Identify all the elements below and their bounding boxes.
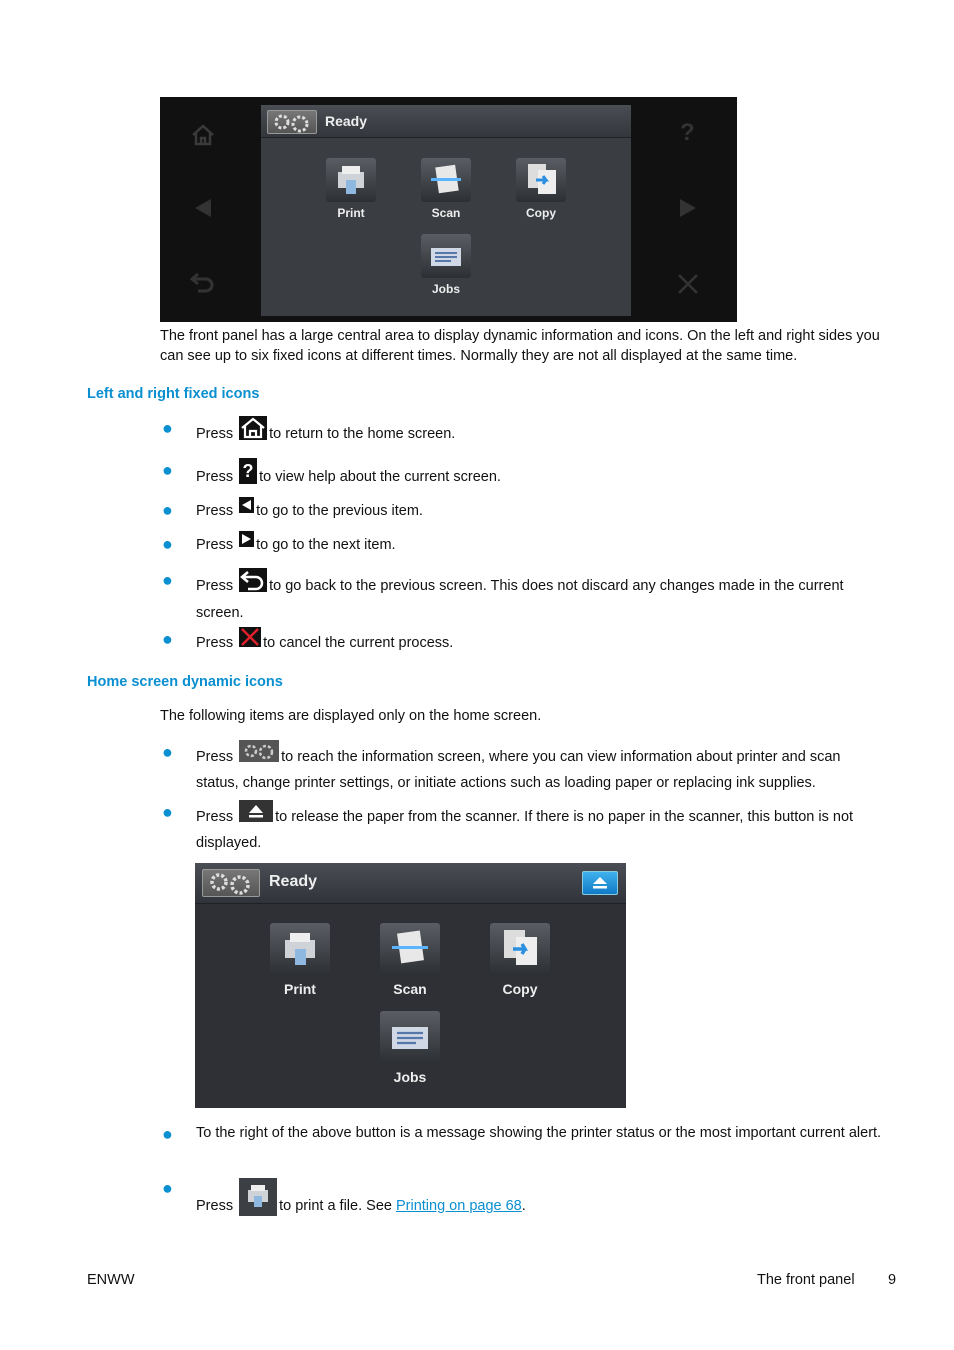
print-app-button[interactable] — [324, 158, 378, 220]
item-text: Press — [196, 634, 234, 651]
item-text: Press — [196, 748, 234, 765]
bullet: ● — [162, 418, 173, 438]
item-text: Press — [196, 536, 234, 553]
item-text: to view help about the current screen. — [259, 468, 501, 485]
home-icon — [239, 416, 267, 448]
item-text: to return to the home screen. — [269, 425, 456, 442]
page-number: 9 — [888, 1272, 897, 1288]
footer-section-title: The front panel — [757, 1272, 855, 1288]
status-gear-button[interactable] — [202, 869, 260, 897]
status-bar — [195, 863, 626, 904]
print-app-button[interactable] — [269, 923, 331, 997]
next-arrow-icon[interactable] — [678, 197, 698, 226]
status-bar — [261, 105, 631, 138]
bullet: ● — [162, 460, 173, 480]
eject-icon — [583, 872, 617, 894]
list-item — [196, 629, 886, 657]
previous-arrow-icon — [239, 497, 254, 521]
cancel-icon[interactable] — [677, 273, 699, 302]
jobs-label: Jobs — [393, 1069, 427, 1085]
status-text: Ready — [269, 873, 318, 890]
bullet: ● — [162, 1124, 173, 1144]
section-heading-dynamic-icons: Home screen dynamic icons — [87, 674, 283, 690]
printer-icon — [239, 1178, 277, 1230]
touch-screen — [261, 105, 631, 316]
item-text: Press — [196, 502, 234, 519]
home-screen-image — [195, 863, 626, 1108]
jobs-app-button[interactable] — [419, 234, 473, 296]
item-text: to go to the next item. — [256, 536, 396, 553]
home-icon[interactable] — [191, 123, 215, 154]
cancel-icon — [239, 627, 261, 655]
print-label: Print — [284, 981, 316, 997]
footer-enww: ENWW — [87, 1272, 135, 1288]
gear-icon — [268, 111, 316, 133]
bullet: ● — [162, 1178, 173, 1198]
item-text: . — [521, 1197, 526, 1214]
item-text: Press — [196, 577, 234, 594]
item-text: to print a file. See — [279, 1197, 392, 1214]
item-text: Press — [196, 425, 234, 442]
item-text: Press — [196, 1197, 234, 1214]
list-item — [196, 533, 886, 557]
item-text: to go back to the previous screen. This does not discard any changes made in the current screen. — [196, 577, 844, 621]
next-arrow-icon — [239, 531, 254, 555]
copy-app-button[interactable] — [514, 158, 568, 220]
section-heading-fixed-icons: Left and right fixed icons — [87, 386, 260, 402]
help-icon[interactable]: ? — [680, 119, 695, 146]
previous-arrow-icon[interactable] — [193, 197, 213, 226]
bullet: ● — [162, 500, 173, 520]
printer-icon — [326, 158, 376, 202]
intro-paragraph: The front panel has a large central area to display dynamic information and icons. On the left and right sides you can see up to six fixed icons at different times. Normally they are not all displayed at the same time. — [160, 328, 880, 364]
list-item — [196, 499, 886, 523]
jobs-icon — [380, 1011, 440, 1063]
jobs-app-button[interactable] — [379, 1011, 441, 1085]
list-item — [196, 418, 886, 450]
item-text: to release the paper from the scanner. If there is no paper in the scanner, this button is not displayed. — [196, 808, 854, 851]
copy-label: Copy — [526, 206, 556, 220]
scan-app-button[interactable] — [379, 923, 441, 997]
list-item — [196, 802, 886, 855]
list-item — [196, 742, 886, 795]
gear-icon — [239, 740, 279, 770]
eject-icon — [239, 800, 273, 830]
item-text: Press — [196, 468, 234, 485]
bullet: ● — [162, 742, 173, 762]
bullet: ● — [162, 534, 173, 554]
copy-label: Copy — [502, 981, 538, 997]
jobs-icon — [421, 234, 471, 278]
list-item — [196, 1180, 886, 1232]
item-text: to cancel the current process. — [263, 634, 454, 651]
front-panel-image — [160, 97, 737, 322]
item-text: To the right of the above button is a message showing the printer status or the most important current alert. — [196, 1125, 882, 1141]
printer-icon — [270, 923, 330, 975]
scan-label: Scan — [393, 981, 427, 997]
jobs-label: Jobs — [431, 282, 460, 296]
status-text: Ready — [325, 113, 368, 129]
bullet: ● — [162, 570, 173, 590]
scanner-icon — [380, 923, 440, 975]
scan-label: Scan — [431, 206, 461, 220]
gear-icon — [203, 870, 259, 896]
item-text: to go to the previous item. — [256, 502, 423, 519]
bullet: ● — [162, 629, 173, 649]
print-label: Print — [337, 206, 365, 220]
svg-text:?: ? — [242, 461, 254, 481]
copy-icon — [516, 158, 566, 202]
item-text: to reach the information screen, where you can view information about printer and scan status, change printer settings, or initiate actions such as loading paper or replacing ink supplies. — [196, 748, 841, 791]
back-icon[interactable] — [190, 271, 216, 302]
eject-button[interactable] — [582, 871, 618, 895]
printing-page-link[interactable]: Printing on page 68 — [395, 1197, 522, 1214]
section2-intro: The following items are displayed only on the home screen. — [160, 708, 542, 724]
bullet: ● — [162, 802, 173, 822]
list-item — [196, 460, 886, 494]
list-item — [196, 570, 886, 625]
copy-app-button[interactable] — [489, 923, 551, 997]
scanner-icon — [421, 158, 471, 202]
item-text: Press — [196, 808, 234, 825]
status-gear-button[interactable] — [267, 110, 317, 134]
back-icon — [239, 568, 267, 600]
help-icon — [239, 458, 257, 492]
copy-icon — [490, 923, 550, 975]
list-item — [196, 1124, 886, 1143]
scan-app-button[interactable] — [419, 158, 473, 220]
